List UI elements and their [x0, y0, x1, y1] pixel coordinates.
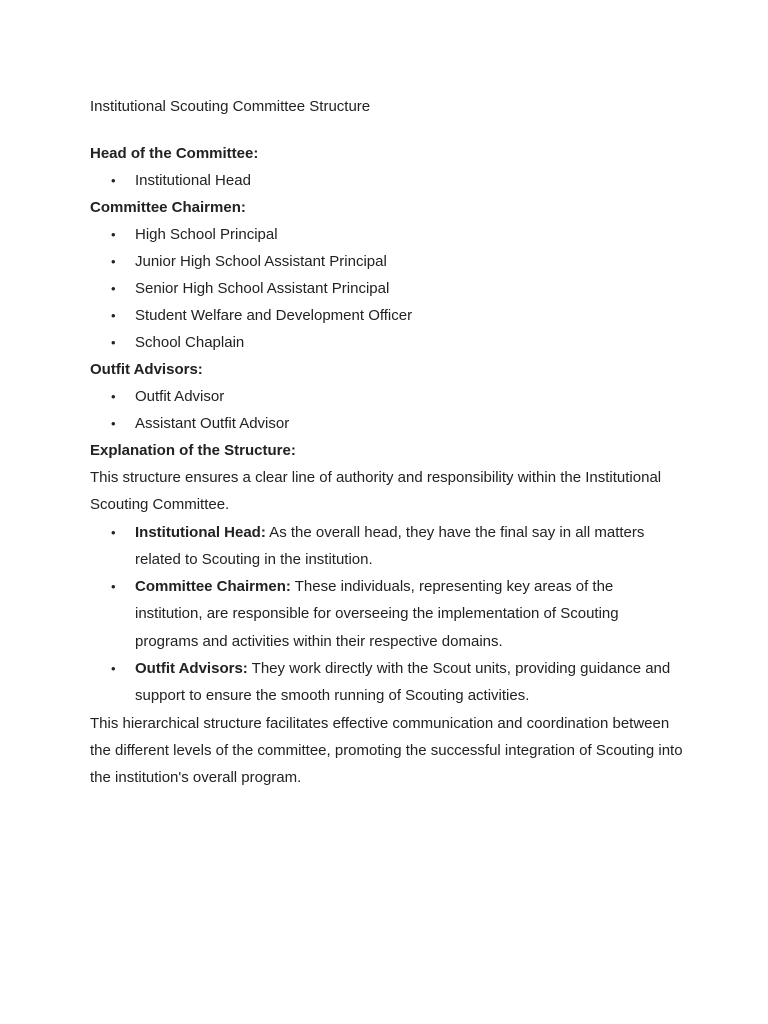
- bullet-icon: •: [111, 579, 116, 595]
- bullet-icon: •: [111, 661, 116, 677]
- list-item: [90, 410, 690, 437]
- bullet-icon: •: [111, 335, 116, 350]
- bullet-icon: •: [111, 308, 116, 323]
- list-item: [90, 519, 680, 574]
- explanation-text: These individuals, representing key areas of the institution, are responsible for overseeing the implementation of Scouting programs and activities within their respective domains.: [135, 578, 619, 650]
- chairmen-list: [90, 221, 690, 356]
- list-item-text: Senior High School Assistant Principal: [135, 280, 390, 297]
- bullet-icon: •: [111, 389, 116, 404]
- bullet-icon: •: [111, 281, 116, 296]
- list-item: [90, 275, 690, 302]
- document-page: [90, 96, 690, 792]
- list-item-text: Junior High School Assistant Principal: [135, 253, 387, 270]
- conclusion-paragraph: This hierarchical structure facilitates effective communication and coordination between the different levels of the committee, promoting the successful integration of Scouting into the institution's overall program.: [90, 714, 683, 787]
- head-list: [90, 167, 690, 194]
- bullet-icon: •: [111, 227, 116, 242]
- list-item: [90, 248, 690, 275]
- document-title: Institutional Scouting Committee Structure: [90, 98, 371, 115]
- advisors-list: [90, 383, 690, 437]
- list-item: [90, 221, 690, 248]
- explanation-term: Committee Chairmen:: [135, 578, 291, 596]
- list-item: [90, 655, 680, 710]
- list-item: [90, 302, 690, 329]
- list-item-text: Outfit Advisor: [135, 388, 225, 405]
- head-heading: Head of the Committee:: [90, 145, 259, 162]
- explanation-text: They work directly with the Scout units, providing guidance and support to ensure the smooth running of Scouting activities.: [135, 660, 671, 705]
- explanation-text: As the overall head, they have the final say in all matters related to Scouting in the institution.: [135, 523, 645, 568]
- list-item-text: Assistant Outfit Advisor: [135, 415, 290, 432]
- list-item: [90, 329, 690, 356]
- chairmen-heading: Committee Chairmen:: [90, 199, 246, 216]
- explanation-term: Outfit Advisors:: [135, 660, 248, 678]
- explanation-heading: Explanation of the Structure:: [90, 442, 296, 459]
- bullet-icon: •: [111, 524, 116, 540]
- list-item-text: Institutional Head: [135, 172, 251, 189]
- list-item-text: High School Principal: [135, 226, 278, 243]
- list-item-text: Student Welfare and Development Officer: [135, 307, 413, 324]
- list-item-text: School Chaplain: [135, 334, 245, 351]
- bullet-icon: •: [111, 254, 116, 269]
- explanation-list: [90, 519, 680, 710]
- explanation-term: Institutional Head:: [135, 523, 266, 541]
- explanation-intro: This structure ensures a clear line of authority and responsibility within the Institutional Scouting Committee.: [90, 469, 662, 514]
- list-item: [90, 573, 680, 655]
- advisors-heading: Outfit Advisors:: [90, 361, 203, 378]
- bullet-icon: •: [111, 416, 116, 431]
- list-item: [90, 383, 690, 410]
- list-item: [90, 167, 690, 194]
- bullet-icon: •: [111, 173, 116, 188]
